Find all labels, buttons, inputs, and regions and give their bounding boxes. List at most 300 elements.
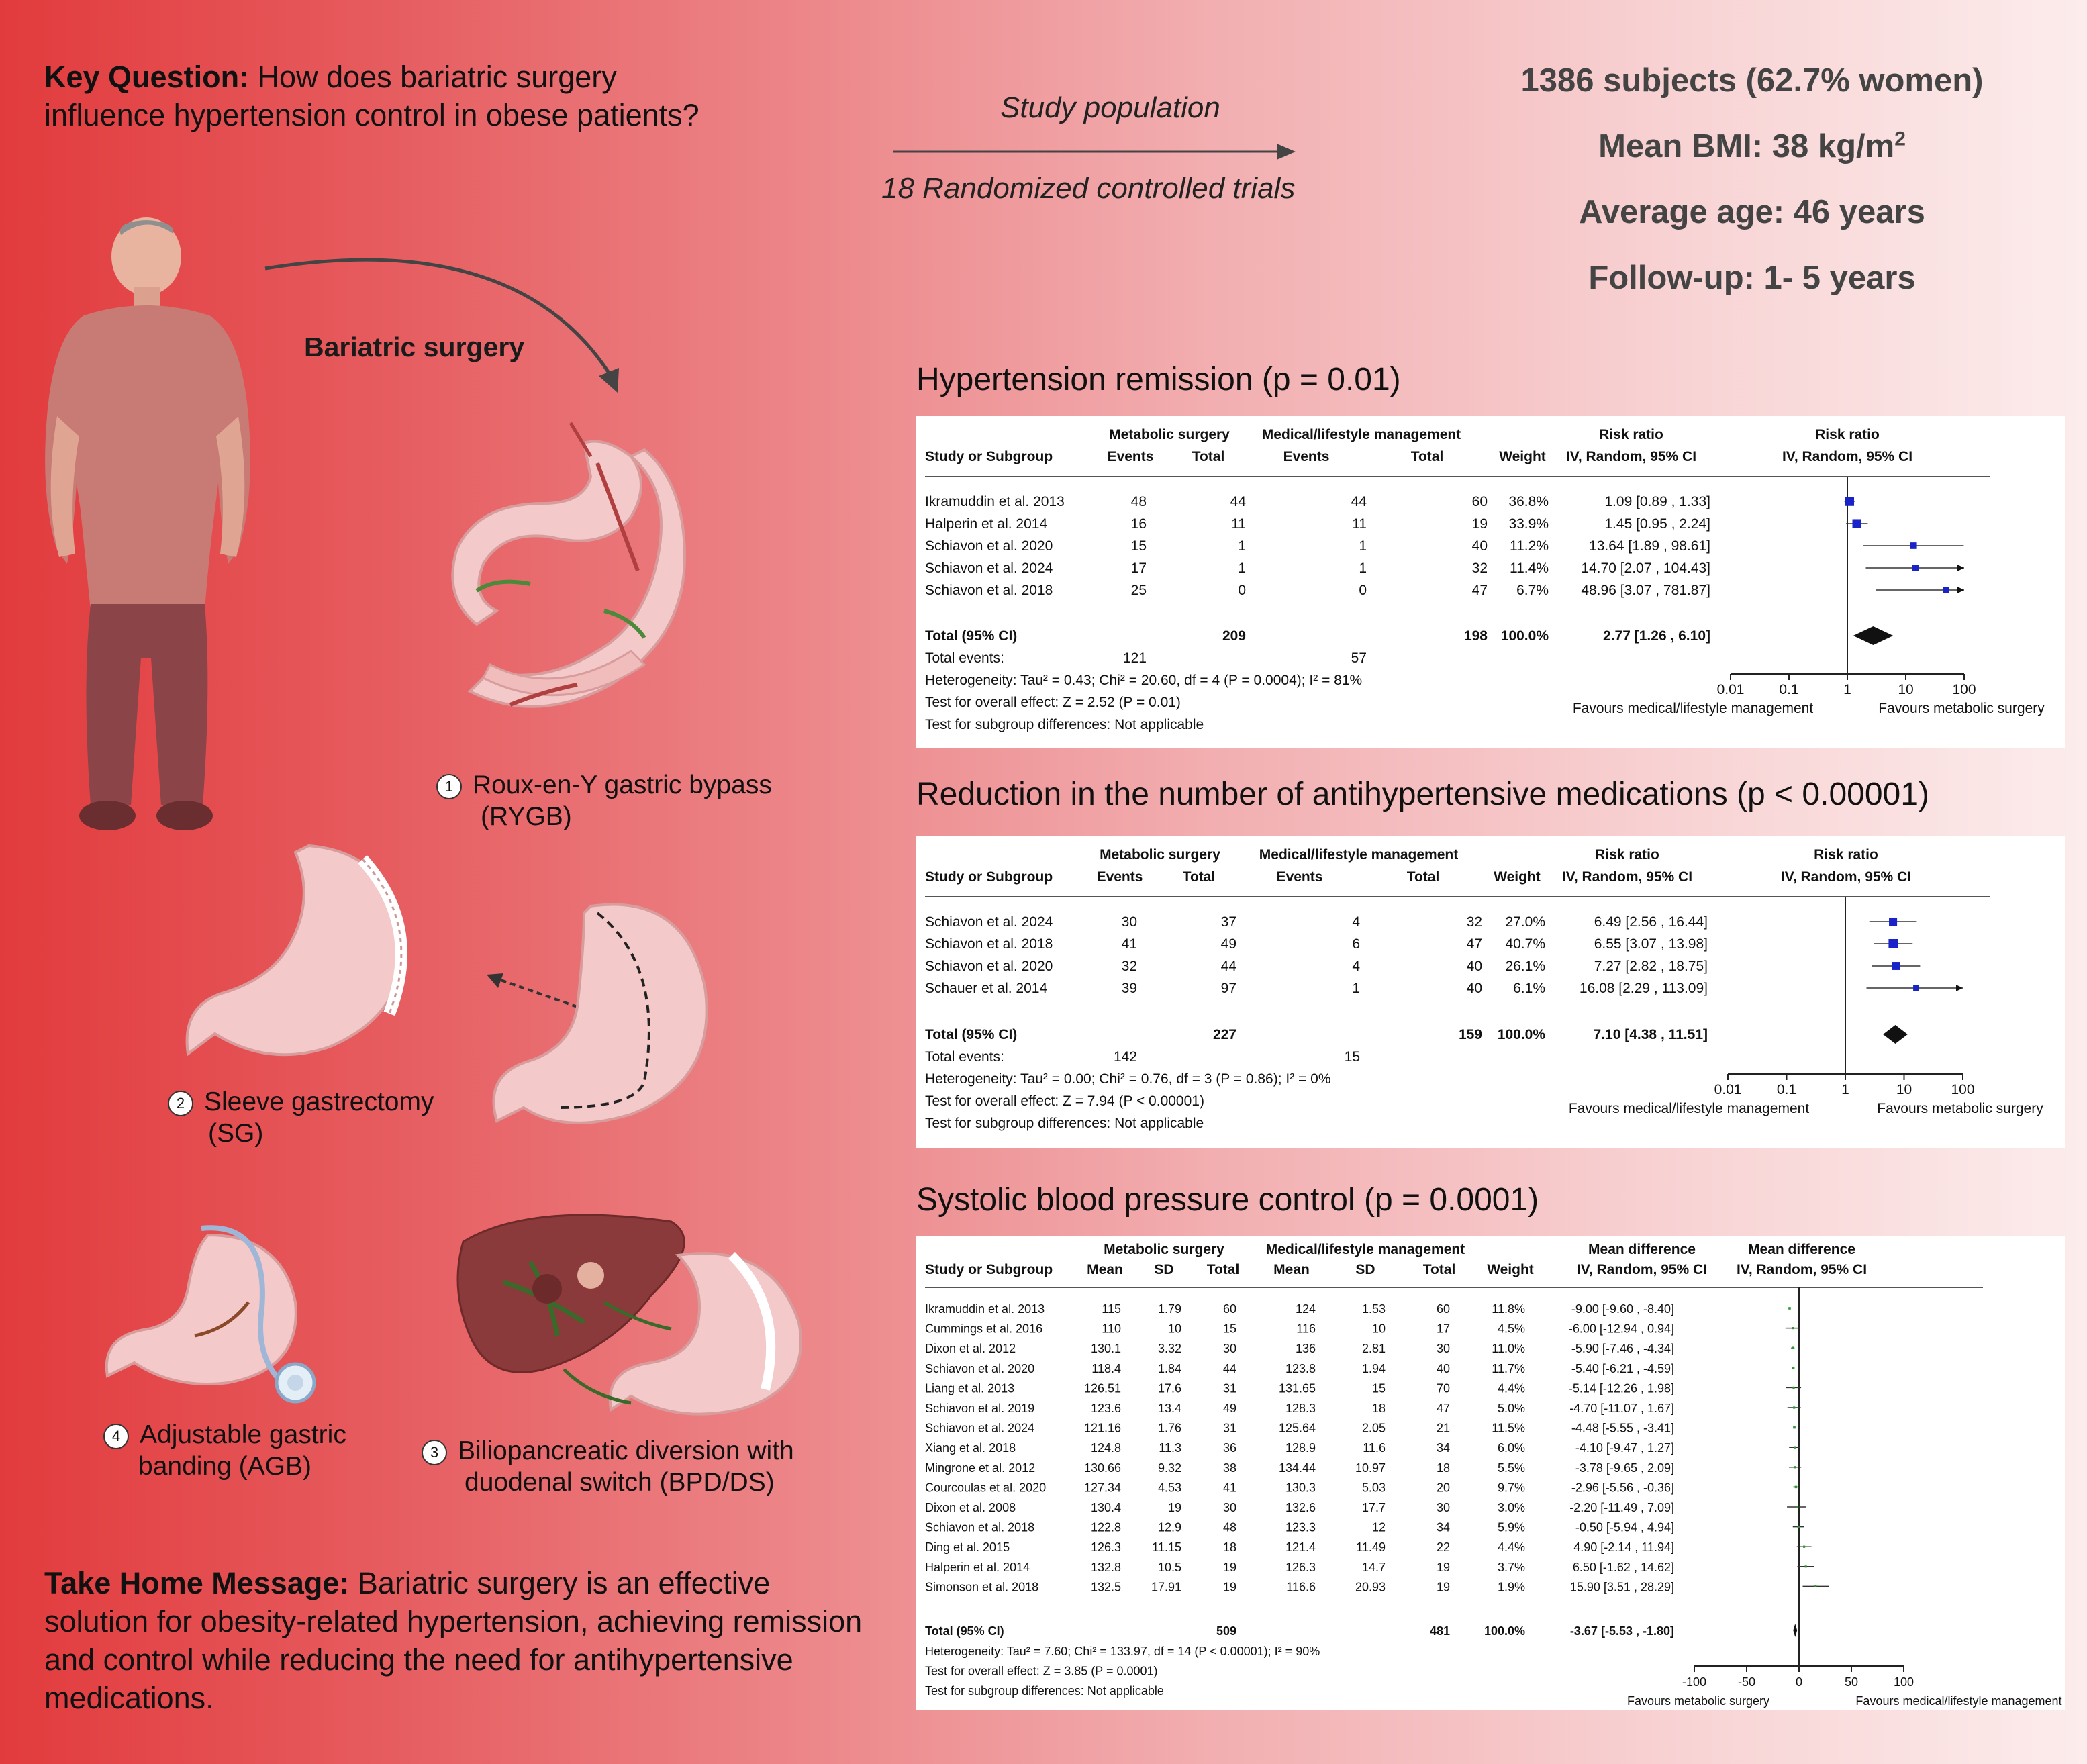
table-cell: 11.8% xyxy=(1492,1302,1525,1316)
study-name: Schiavon et al. 2024 xyxy=(925,560,1053,576)
study-name: Schiavon et al. 2020 xyxy=(925,1361,1035,1375)
footer-note: Test for overall effect: Z = 2.52 (P = 0.01) xyxy=(925,695,1181,710)
footer-note: Test for subgroup differences: Not applicable xyxy=(925,1116,1204,1131)
table-cell: 4.4% xyxy=(1497,1540,1525,1555)
column-header: IV, Random, 95% CI xyxy=(1576,1262,1708,1277)
x-tick-label: 100 xyxy=(1893,1675,1914,1689)
column-header: Study or Subgroup xyxy=(925,869,1053,885)
study-name: Schiavon et al. 2020 xyxy=(925,959,1053,974)
table-cell: 18 xyxy=(1222,1540,1236,1555)
ci-text: -4.48 [-5.55 , -3.41] xyxy=(1571,1421,1674,1435)
study-name: Ding et al. 2015 xyxy=(925,1540,1010,1555)
point-estimate xyxy=(1803,1546,1805,1548)
forest-plot-medications-svg xyxy=(916,836,2065,1148)
stat-followup: Follow-up: 1- 5 years xyxy=(1588,260,1916,296)
x-tick-label: 0 xyxy=(1795,1675,1803,1689)
table-cell: 1.9% xyxy=(1497,1580,1525,1594)
table-cell: 132.6 xyxy=(1285,1501,1316,1514)
table-cell: 5.5% xyxy=(1497,1461,1525,1475)
footer-note: Test for subgroup differences: Not applicable xyxy=(925,1684,1164,1698)
table-cell: 4 xyxy=(1352,914,1360,930)
table-cell: 19 xyxy=(1471,516,1488,532)
study-name: Schiavon et al. 2019 xyxy=(925,1402,1035,1415)
total-label: Total (95% CI) xyxy=(925,1624,1004,1638)
table-cell: 0 xyxy=(1238,583,1246,598)
point-estimate xyxy=(1796,1506,1798,1508)
table-cell: 44 xyxy=(1222,1361,1236,1375)
forest-title-remission: Hypertension remission (p = 0.01) xyxy=(916,362,1401,397)
ci-text: 15.90 [3.51 , 28.29] xyxy=(1569,1580,1674,1594)
table-cell: 11.4% xyxy=(1510,560,1549,576)
footer-note: Test for overall effect: Z = 3.85 (P = 0.0001) xyxy=(925,1664,1158,1678)
study-population-arrow xyxy=(893,140,1296,164)
study-name: Dixon et al. 2012 xyxy=(925,1342,1016,1356)
column-header: Risk ratio xyxy=(1815,427,1880,442)
table-cell: 127.34 xyxy=(1083,1481,1121,1495)
forest-plot-sbp xyxy=(916,1236,2065,1710)
table-cell: 11.2% xyxy=(1510,538,1549,554)
table-cell: 10 xyxy=(1167,1322,1181,1336)
forest-plot-medications xyxy=(916,836,2065,1148)
summary-diamond xyxy=(1853,626,1894,645)
table-cell: 10.97 xyxy=(1355,1461,1386,1475)
table-cell: 11.5% xyxy=(1492,1421,1525,1435)
point-estimate xyxy=(1798,1526,1800,1528)
procedure-abbrev: banding (AGB) xyxy=(138,1452,311,1481)
column-header: Risk ratio xyxy=(1599,427,1663,442)
ci-text: -5.40 [-6.21 , -4.59] xyxy=(1571,1361,1674,1375)
table-cell: 10.5 xyxy=(1157,1560,1181,1574)
table-cell: 15 xyxy=(1222,1322,1236,1336)
table-cell: 44 xyxy=(1351,494,1367,509)
favours-left-label: Favours metabolic surgery xyxy=(1627,1694,1770,1708)
column-header: Total xyxy=(1182,869,1216,885)
ci-text: -5.90 [-7.46 , -4.34] xyxy=(1571,1342,1674,1356)
table-cell: 31 xyxy=(1222,1421,1236,1435)
study-name: Schiavon et al. 2020 xyxy=(925,538,1053,554)
total-cell: 100.0% xyxy=(1484,1624,1525,1638)
point-estimate xyxy=(1794,1466,1796,1468)
study-name: Simonson et al. 2018 xyxy=(925,1580,1039,1594)
study-name: Mingrone et al. 2012 xyxy=(925,1461,1036,1475)
x-tick-label: 50 xyxy=(1844,1675,1859,1689)
ci-arrow xyxy=(1957,565,1964,571)
table-cell: 132.8 xyxy=(1090,1560,1121,1574)
table-cell: 11.15 xyxy=(1152,1540,1181,1555)
table-cell: 115 xyxy=(1102,1302,1121,1316)
rygb-stomach-illustration xyxy=(430,409,725,732)
table-cell: 1.84 xyxy=(1157,1361,1181,1375)
table-cell: 11 xyxy=(1231,516,1246,532)
column-header: Weight xyxy=(1494,869,1541,885)
point-estimate xyxy=(1792,1346,1794,1349)
table-cell: 19 xyxy=(1436,1580,1450,1594)
table-cell: 3.32 xyxy=(1157,1342,1181,1356)
study-name: Schiavon et al. 2024 xyxy=(925,914,1053,930)
table-cell: 121.4 xyxy=(1285,1540,1316,1555)
total-events-value: 57 xyxy=(1351,650,1367,666)
favours-right-label: Favours metabolic surgery xyxy=(1878,701,2045,716)
table-cell: 9.7% xyxy=(1497,1481,1525,1495)
table-cell: 18 xyxy=(1371,1402,1386,1415)
table-cell: 11.0% xyxy=(1492,1342,1525,1356)
forest-plot-remission-svg xyxy=(916,416,2065,748)
table-cell: 11.49 xyxy=(1356,1540,1386,1555)
table-cell: 41 xyxy=(1222,1481,1236,1495)
table-cell: 9.32 xyxy=(1157,1461,1181,1475)
study-name: Xiang et al. 2018 xyxy=(925,1441,1016,1455)
study-name: Cummings et al. 2016 xyxy=(925,1322,1043,1336)
table-cell: 97 xyxy=(1220,981,1236,996)
procedure-number: 1 xyxy=(436,774,462,799)
table-cell: 4 xyxy=(1352,959,1360,974)
column-header: Total xyxy=(1206,1262,1240,1277)
table-cell: 18 xyxy=(1436,1461,1450,1475)
table-cell: 60 xyxy=(1436,1302,1450,1316)
ci-text: 14.70 [2.07 , 104.43] xyxy=(1581,560,1710,576)
column-header: Mean xyxy=(1087,1262,1123,1277)
bariatric-surgery-label: Bariatric surgery xyxy=(304,332,525,362)
point-estimate xyxy=(1943,587,1949,593)
point-estimate xyxy=(1889,918,1897,926)
table-cell: 3.0% xyxy=(1497,1501,1525,1514)
table-cell: 60 xyxy=(1471,494,1488,509)
table-cell: 123.8 xyxy=(1285,1361,1316,1375)
total-cell: 198 xyxy=(1463,628,1488,644)
stat-bmi xyxy=(1450,128,2054,165)
stat-age: Average age: 46 years xyxy=(1579,194,1925,230)
table-cell: 36 xyxy=(1222,1441,1236,1455)
ci-text: -9.00 [-9.60 , -8.40] xyxy=(1571,1302,1674,1316)
study-name: Schiavon et al. 2024 xyxy=(925,1421,1035,1435)
table-cell: 136 xyxy=(1295,1342,1316,1356)
x-tick-label: 100 xyxy=(1952,682,1976,697)
table-cell: 30 xyxy=(1222,1342,1236,1356)
table-cell: 12 xyxy=(1371,1520,1386,1534)
total-label: Total (95% CI) xyxy=(925,1027,1018,1042)
footer-note: Test for subgroup differences: Not applicable xyxy=(925,717,1204,732)
table-cell: 34 xyxy=(1436,1520,1450,1534)
column-header: Events xyxy=(1283,449,1330,464)
table-cell: 1 xyxy=(1359,560,1367,576)
table-cell: 49 xyxy=(1222,1402,1236,1415)
table-cell: 2.81 xyxy=(1361,1342,1386,1356)
total-ci-text: 7.10 [4.38 , 11.51] xyxy=(1593,1027,1708,1042)
table-cell: 17.6 xyxy=(1157,1381,1181,1395)
table-cell: 110 xyxy=(1102,1322,1121,1336)
ci-text: -6.00 [-12.94 , 0.94] xyxy=(1568,1322,1674,1336)
favours-right-label: Favours metabolic surgery xyxy=(1877,1101,2043,1116)
total-events-value: 121 xyxy=(1122,650,1147,666)
study-name: Halperin et al. 2014 xyxy=(925,516,1048,532)
table-cell: 0 xyxy=(1359,583,1367,598)
summary-diamond xyxy=(1883,1025,1908,1044)
x-tick-label: 10 xyxy=(1896,1082,1912,1097)
table-cell: 48 xyxy=(1222,1520,1236,1534)
forest-plot-sbp-svg xyxy=(916,1236,2065,1710)
table-cell: 40 xyxy=(1466,981,1482,996)
table-cell: 3.7% xyxy=(1497,1560,1525,1574)
table-cell: 1 xyxy=(1359,538,1367,554)
procedure-sg xyxy=(168,1086,434,1149)
ci-text: 6.49 [2.56 , 16.44] xyxy=(1594,914,1708,930)
table-cell: 118.4 xyxy=(1091,1361,1121,1375)
table-cell: 126.3 xyxy=(1285,1560,1316,1574)
table-cell: 13.4 xyxy=(1157,1402,1181,1415)
column-header: Mean difference xyxy=(1588,1242,1696,1257)
table-cell: 1.76 xyxy=(1157,1421,1181,1435)
table-cell: 130.66 xyxy=(1083,1461,1121,1475)
study-population-trials: 18 Randomized controlled trials xyxy=(881,172,1296,205)
table-cell: 1.79 xyxy=(1157,1302,1181,1316)
group-header: Medical/lifestyle management xyxy=(1259,847,1459,863)
x-tick-label: 0.01 xyxy=(1716,682,1745,697)
table-cell: 130.3 xyxy=(1285,1481,1316,1495)
footer-note: Test for overall effect: Z = 7.94 (P < 0.00001) xyxy=(925,1093,1204,1109)
x-tick-label: 10 xyxy=(1898,682,1914,697)
ci-arrow xyxy=(1956,985,1963,991)
table-cell: 20.93 xyxy=(1355,1580,1386,1594)
table-cell: 19 xyxy=(1222,1560,1236,1574)
study-name: Schiavon et al. 2018 xyxy=(925,1520,1035,1534)
point-estimate xyxy=(1788,1307,1791,1310)
procedure-abbrev: (RYGB) xyxy=(481,802,572,831)
table-cell: 38 xyxy=(1222,1461,1236,1475)
ci-text: 13.64 [1.89 , 98.61] xyxy=(1589,538,1710,554)
footer-note: Heterogeneity: Tau² = 0.43; Chi² = 20.60, df = 4 (P = 0.0004); I² = 81% xyxy=(925,673,1363,688)
table-cell: 132.5 xyxy=(1090,1580,1121,1594)
table-cell: 6.7% xyxy=(1516,583,1549,598)
table-cell: 1.94 xyxy=(1361,1361,1386,1375)
procedure-name: Sleeve gastrectomy xyxy=(204,1087,434,1116)
table-cell: 130.4 xyxy=(1090,1501,1121,1514)
table-cell: 39 xyxy=(1121,981,1137,996)
table-cell: 26.1% xyxy=(1505,959,1545,974)
forest-title-medications: Reduction in the number of antihypertensive medications (p < 0.00001) xyxy=(916,777,1929,812)
ci-text: 16.08 [2.29 , 113.09] xyxy=(1579,981,1708,996)
study-name: Schauer et al. 2014 xyxy=(925,981,1048,996)
point-estimate xyxy=(1912,565,1919,571)
table-cell: 40 xyxy=(1471,538,1488,554)
procedure-name: Adjustable gastric xyxy=(140,1420,346,1449)
column-header: Study or Subgroup xyxy=(925,449,1053,464)
table-cell: 47 xyxy=(1471,583,1488,598)
column-header: SD xyxy=(1355,1262,1375,1277)
total-events-value: 142 xyxy=(1113,1049,1137,1065)
x-tick-label: 100 xyxy=(1951,1082,1975,1097)
total-cell: 227 xyxy=(1212,1027,1236,1042)
point-estimate xyxy=(1792,1387,1794,1389)
key-question-text: How does bariatric surgery influence hypertension control in obese patients? xyxy=(44,60,699,132)
column-header: Risk ratio xyxy=(1814,847,1878,863)
column-header: Total xyxy=(1422,1262,1456,1277)
table-cell: 11 xyxy=(1352,516,1367,532)
table-cell: 19 xyxy=(1167,1501,1181,1514)
column-header: IV, Random, 95% CI xyxy=(1782,449,1913,464)
table-cell: 4.53 xyxy=(1157,1481,1181,1495)
ci-text: -2.20 [-11.49 , 7.09] xyxy=(1569,1501,1674,1514)
ci-text: 48.96 [3.07 , 781.87] xyxy=(1581,583,1710,598)
point-estimate xyxy=(1845,497,1854,506)
study-name: Courcoulas et al. 2020 xyxy=(925,1481,1047,1495)
procedure-number: 4 xyxy=(103,1424,129,1449)
ci-text: 4.90 [-2.14 , 11.94] xyxy=(1573,1540,1674,1555)
column-header: IV, Random, 95% CI xyxy=(1561,869,1693,885)
table-cell: 6 xyxy=(1352,936,1360,952)
point-estimate xyxy=(1805,1565,1807,1567)
table-cell: 14.7 xyxy=(1361,1560,1386,1574)
favours-left-label: Favours medical/lifestyle management xyxy=(1572,701,1814,716)
point-estimate xyxy=(1910,542,1917,549)
table-cell: 25 xyxy=(1130,583,1147,598)
table-cell: 47 xyxy=(1436,1402,1450,1415)
total-events-label: Total events: xyxy=(925,1049,1004,1065)
table-cell: 32 xyxy=(1466,914,1482,930)
table-cell: 19 xyxy=(1222,1580,1236,1594)
favours-right-label: Favours medical/lifestyle management xyxy=(1855,1694,2062,1708)
total-cell: 100.0% xyxy=(1500,628,1549,644)
total-ci-text: 2.77 [1.26 , 6.10] xyxy=(1603,628,1710,644)
table-cell: 17.7 xyxy=(1361,1501,1386,1514)
key-question xyxy=(44,58,716,134)
study-name: Schiavon et al. 2018 xyxy=(925,583,1053,598)
ci-text: -4.70 [-11.07 , 1.67] xyxy=(1569,1402,1674,1415)
table-cell: 11.3 xyxy=(1159,1441,1181,1455)
procedure-bpd-ds xyxy=(422,1435,794,1498)
table-cell: 12.9 xyxy=(1157,1520,1181,1534)
point-estimate xyxy=(1888,939,1898,948)
table-cell: 40 xyxy=(1436,1361,1450,1375)
table-cell: 40.7% xyxy=(1505,936,1545,952)
table-cell: 11.7% xyxy=(1492,1361,1525,1375)
table-cell: 16 xyxy=(1130,516,1147,532)
column-header: Total xyxy=(1410,449,1444,464)
total-cell: 509 xyxy=(1216,1624,1236,1638)
point-estimate xyxy=(1792,1367,1795,1369)
table-cell: 30 xyxy=(1222,1501,1236,1514)
table-cell: 124 xyxy=(1295,1302,1316,1316)
table-cell: 1 xyxy=(1238,538,1246,554)
table-cell: 20 xyxy=(1436,1481,1450,1495)
table-cell: 2.05 xyxy=(1361,1421,1386,1435)
table-cell: 1.53 xyxy=(1361,1302,1386,1316)
table-cell: 130.1 xyxy=(1090,1342,1121,1356)
table-cell: 17 xyxy=(1436,1322,1450,1336)
table-cell: 30 xyxy=(1121,914,1137,930)
total-events-value: 15 xyxy=(1344,1049,1360,1065)
take-home-message xyxy=(44,1564,877,1717)
study-name: Dixon et al. 2008 xyxy=(925,1501,1016,1514)
table-cell: 31 xyxy=(1222,1381,1236,1395)
table-cell: 121.16 xyxy=(1083,1421,1121,1435)
column-header: Weight xyxy=(1499,449,1546,464)
group-header: Medical/lifestyle management xyxy=(1261,427,1461,442)
gastric-banding-illustration xyxy=(94,1208,336,1410)
table-cell: 36.8% xyxy=(1508,494,1549,509)
footer-note: Heterogeneity: Tau² = 7.60; Chi² = 133.97, df = 14 (P < 0.00001); I² = 90% xyxy=(925,1645,1320,1658)
point-estimate xyxy=(1792,1327,1794,1329)
group-header: Medical/lifestyle management xyxy=(1265,1242,1465,1257)
table-cell: 123.6 xyxy=(1090,1402,1121,1415)
x-tick-label: -100 xyxy=(1682,1675,1707,1689)
total-label: Total (95% CI) xyxy=(925,628,1018,644)
column-header: Events xyxy=(1096,869,1143,885)
point-estimate xyxy=(1814,1585,1816,1587)
table-cell: 30 xyxy=(1436,1342,1450,1356)
column-header: Events xyxy=(1276,869,1323,885)
column-header: Mean xyxy=(1273,1262,1310,1277)
table-cell: 11.6 xyxy=(1363,1441,1386,1455)
forest-plot-remission xyxy=(916,416,2065,748)
ci-text: -2.96 [-5.56 , -0.36] xyxy=(1571,1481,1674,1495)
bpd-ds-illustration xyxy=(450,1202,826,1430)
ci-text: 7.27 [2.82 , 18.75] xyxy=(1594,959,1708,974)
table-cell: 15 xyxy=(1130,538,1147,554)
study-name: Halperin et al. 2014 xyxy=(925,1560,1030,1574)
column-header: Weight xyxy=(1487,1262,1534,1277)
total-cell: 481 xyxy=(1429,1624,1450,1638)
column-header: IV, Random, 95% CI xyxy=(1736,1262,1867,1277)
table-cell: 17 xyxy=(1130,560,1147,576)
total-cell: 100.0% xyxy=(1497,1027,1545,1042)
table-cell: 44 xyxy=(1220,959,1236,974)
column-header: Risk ratio xyxy=(1595,847,1659,863)
procedure-name: Roux-en-Y gastric bypass xyxy=(473,771,772,799)
favours-left-label: Favours medical/lifestyle management xyxy=(1568,1101,1810,1116)
study-name: Liang et al. 2013 xyxy=(925,1381,1015,1395)
total-cell: 159 xyxy=(1458,1027,1482,1042)
stat-bmi-text: Mean BMI: 38 kg/m xyxy=(1598,128,1895,164)
table-cell: 116 xyxy=(1296,1322,1316,1336)
x-tick-label: -50 xyxy=(1737,1675,1756,1689)
ci-arrow xyxy=(1957,587,1964,593)
stomach-before-sleeve-illustration xyxy=(483,893,725,1134)
column-header: IV, Random, 95% CI xyxy=(1565,449,1697,464)
table-cell: 5.9% xyxy=(1497,1520,1525,1534)
table-cell: 1 xyxy=(1238,560,1246,576)
column-header: Total xyxy=(1406,869,1440,885)
group-header: Metabolic surgery xyxy=(1104,1242,1224,1257)
point-estimate xyxy=(1794,1447,1796,1449)
column-header: IV, Random, 95% CI xyxy=(1780,869,1912,885)
procedure-number: 3 xyxy=(422,1440,447,1465)
ci-text: 1.09 [0.89 , 1.33] xyxy=(1604,494,1710,509)
ci-text: -4.10 [-9.47 , 1.27] xyxy=(1575,1441,1674,1455)
table-cell: 6.0% xyxy=(1497,1441,1525,1455)
ci-text: 6.50 [-1.62 , 14.62] xyxy=(1572,1560,1674,1574)
column-header: SD xyxy=(1154,1262,1174,1277)
procedure-abbrev: (SG) xyxy=(208,1119,264,1148)
total-cell: 209 xyxy=(1222,628,1246,644)
x-tick-label: 0.1 xyxy=(1776,1082,1797,1097)
total-events-label: Total events: xyxy=(925,650,1004,666)
table-cell: 125.64 xyxy=(1278,1421,1316,1435)
table-cell: 48 xyxy=(1130,494,1147,509)
table-cell: 34 xyxy=(1436,1441,1450,1455)
table-cell: 4.4% xyxy=(1497,1381,1525,1395)
forest-title-sbp: Systolic blood pressure control (p = 0.0001) xyxy=(916,1182,1539,1218)
group-header: Metabolic surgery xyxy=(1109,427,1230,442)
table-cell: 116.6 xyxy=(1286,1580,1316,1594)
procedure-name: Biliopancreatic diversion with xyxy=(458,1436,794,1465)
ci-text: -0.50 [-5.94 , 4.94] xyxy=(1575,1520,1674,1534)
stat-subjects: 1386 subjects (62.7% women) xyxy=(1520,62,1984,99)
table-cell: 27.0% xyxy=(1505,914,1545,930)
table-cell: 60 xyxy=(1222,1302,1236,1316)
point-estimate xyxy=(1892,962,1900,970)
table-cell: 17.91 xyxy=(1151,1580,1181,1594)
study-name: Ikramuddin et al. 2013 xyxy=(925,1302,1045,1316)
